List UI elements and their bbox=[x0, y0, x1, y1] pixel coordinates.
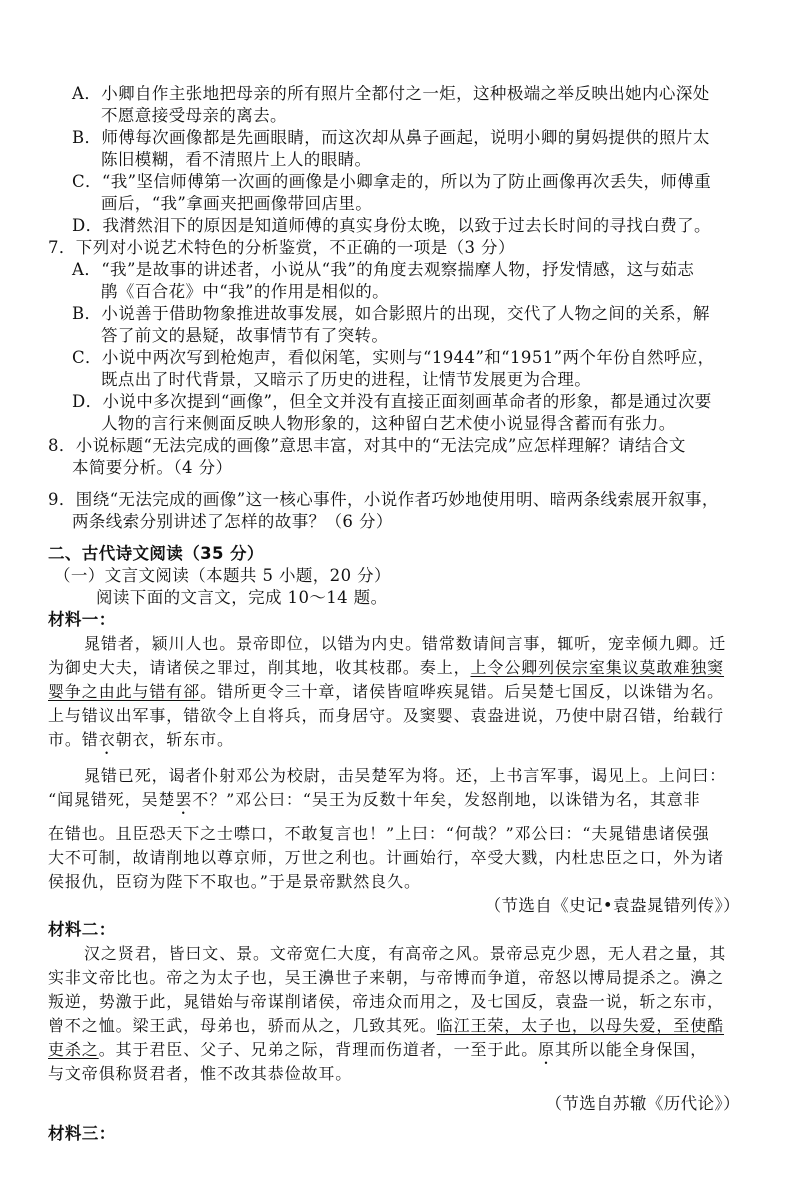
m2-line3: 叛逆，势激于此，晁错始与帝谋削诸侯，帝违众而用之，及七国反，袁盎一说，斩之东市， bbox=[48, 992, 725, 1011]
q6-option-d-line1: D．我潸然泪下的原因是知道师傅的真实身份太晚，以致于过去长时间的寻找白费了。 bbox=[72, 216, 711, 235]
m2-line2: 实非文帝比也。帝之为太子也，吴王濞世子来朝，与帝博而争道，帝怒以博局提杀之。濞之 bbox=[48, 968, 725, 987]
q7-stem: 7．下列对小说艺术特色的分析鉴赏，不正确的一项是（3 分） bbox=[48, 238, 515, 257]
m1-para2-line5: 侯报仇，臣窃为陛下不取也。”于是景帝默然良久。 bbox=[48, 872, 421, 891]
q8-line1: 8．小说标题“无法完成的画像”意思丰富，对其中的“无法完成”应怎样理解？请结合文 bbox=[48, 436, 686, 455]
m1-source: （节选自《史记•袁盎晁错列传》） bbox=[484, 896, 740, 915]
underlined-sentence-cont: 吏杀之 bbox=[48, 1040, 99, 1059]
q6-option-a-line1: A．小卿自作主张地把母亲的所有照片全都付之一炬，这种极端之举反映出她内心深处 bbox=[72, 84, 710, 103]
material-three-label: 材料三： bbox=[48, 1124, 116, 1143]
m2-line6: 与文帝俱称贤君者，惟不改其恭俭故耳。 bbox=[48, 1064, 353, 1083]
q7-option-b-line2: 答了前文的悬疑，故事情节有了突转。 bbox=[101, 326, 389, 345]
q6-option-a-line2: 不愿意接受母亲的离去。 bbox=[101, 106, 287, 125]
dotted-character: 原 bbox=[538, 1040, 556, 1059]
m1-para1-line4: 上与错议出军事，错欲令上自将兵，而身居守。及窦婴、袁盎进说，乃使中尉召错，绐载行 bbox=[48, 706, 725, 725]
q7-option-b-line1: B．小说善于借助物象推进故事发展，如合影照片的出现，交代了人物之间的关系，解 bbox=[72, 304, 710, 323]
m1-para1-line1: 晁错者，颍川人也。景帝即位，以错为内史。错常数请间言事，辄听，宠幸倾九卿。迁 bbox=[84, 634, 727, 653]
dotted-character: 衣 bbox=[98, 730, 116, 749]
q7-option-a-line1: A．“我”是故事的讲述者，小说从“我”的角度去观察揣摩人物，抒发情感，这与茹志 bbox=[72, 260, 695, 279]
underlined-sentence-cont: 婴争之由此与错有郤 bbox=[48, 682, 201, 701]
m1-para2-line1: 晁错已死，谒者仆射邓公为校尉，击吴楚军为将。还，上书言军事，谒见上。上问曰： bbox=[84, 766, 727, 785]
m1-para1-line5: 市。错衣朝衣，斩东市。 bbox=[48, 730, 234, 749]
q6-option-b-line2: 陈旧模糊，看不清照片上人的眼睛。 bbox=[101, 150, 372, 169]
material-two-label: 材料二： bbox=[48, 920, 116, 939]
m2-source: （节选自苏辙《历代论》） bbox=[545, 1094, 740, 1113]
m2-line5: 吏杀之。其于君臣、父子、兄弟之际，背理而伤道者，一至于此。原其所以能全身保国， bbox=[48, 1040, 708, 1059]
m2-line4: 曾不之恤。梁王武，母弟也，骄而从之，几致其死。临江王荣，太子也，以母失爱，至使酷 bbox=[48, 1016, 725, 1035]
m1-para2-line3: 在错也。且臣恐天下之士噤口，不敢复言也！”上曰：“何哉？”邓公曰：“夫晁错患诸侯强 bbox=[48, 824, 710, 843]
m1-para1-line3: 婴争之由此与错有郤。错所更令三十章，诸侯皆喧哗疾晁错。后吴楚七国反，以诛错为名。 bbox=[48, 682, 725, 701]
q6-option-b-line1: B．师傅每次画像都是先画眼睛，而这次却从鼻子画起，说明小卿的舅妈提供的照片太 bbox=[72, 128, 710, 147]
q7-option-d-line1: D．小说中多次提到“画像”，但全文并没有直接正面刻画革命者的形象，都是通过次要 bbox=[72, 392, 712, 411]
m1-para2-line2: “闻晁错死，吴楚罢不？”邓公曰：“吴王为反数十年矣，发怒削地，以诛错为名，其意非 bbox=[48, 790, 701, 809]
underlined-sentence: 临江王荣，太子也，以母失爱，至使酷 bbox=[436, 1016, 725, 1035]
subsection-title: （一）文言文阅读（本题共 5 小题，20 分） bbox=[54, 566, 391, 585]
m1-para2-line4: 大不可制，故请削地以尊京师，万世之利也。计画始行，卒受大戮，内杜忠臣之口，外为诸 bbox=[48, 848, 725, 867]
material-one-label: 材料一： bbox=[48, 610, 116, 629]
q7-option-c-line1: C．小说中两次写到枪炮声，看似闲笔，实则与“1944”和“1951”两个年份自然呼应， bbox=[72, 348, 715, 367]
dotted-character: 罢 bbox=[175, 790, 193, 809]
q7-option-d-line2: 人物的言行来侧面反映人物形象的，这种留白艺术使小说显得含蓄而有张力。 bbox=[101, 414, 676, 433]
q6-option-c-line1: C．“我”坚信师傅第一次画的画像是小卿拿走的，所以为了防止画像再次丢失，师傅重 bbox=[72, 172, 712, 191]
q9-line2: 两条线索分别讲述了怎样的故事？（6 分） bbox=[72, 512, 393, 531]
q9-line1: 9．围绕“无法完成的画像”这一核心事件，小说作者巧妙地使用明、暗两条线索展开叙事， bbox=[48, 490, 719, 509]
reading-instruction: 阅读下面的文言文，完成 10～14 题。 bbox=[96, 588, 388, 607]
m2-line1: 汉之贤君，皆曰文、景。文帝宽仁大度，有高帝之风。景帝忌克少恩，无人君之量，其 bbox=[84, 944, 727, 963]
q8-line2: 本简要分析。（4 分） bbox=[72, 458, 233, 477]
section-title: 二、古代诗文阅读（35 分） bbox=[48, 544, 264, 563]
q7-option-a-line2: 鹃《百合花》中“我”的作用是相似的。 bbox=[101, 282, 390, 301]
q6-option-c-line2: 画后，“我”拿画夹把画像带回店里。 bbox=[101, 194, 373, 213]
q7-option-c-line2: 既点出了时代背景，又暗示了历史的进程，让情节发展更为合理。 bbox=[101, 370, 592, 389]
m1-para1-line2: 为御史大夫，请诸侯之罪过，削其地，收其枝郡。奏上，上令公卿列侯宗室集议莫敢难独窦 bbox=[48, 658, 725, 677]
underlined-sentence: 上令公卿列侯宗室集议莫敢难独窦 bbox=[470, 658, 725, 677]
